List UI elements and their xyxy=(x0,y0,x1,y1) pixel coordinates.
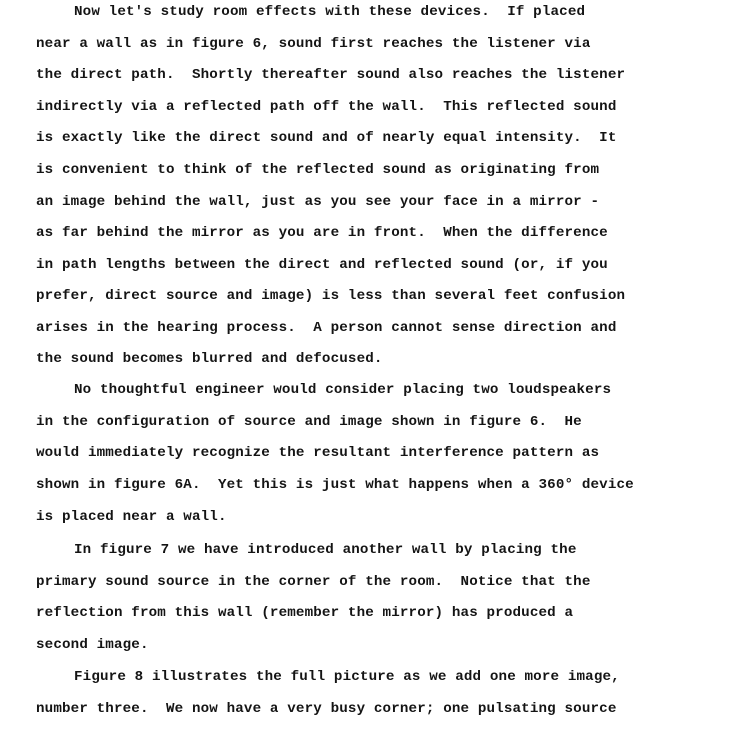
text-line: Now let's study room effects with these devices. If placed xyxy=(74,4,586,20)
text-line: second image. xyxy=(36,637,149,653)
text-line: in path lengths between the direct and reflected sound (or, if you xyxy=(36,257,608,273)
text-line: primary sound source in the corner of the room. Notice that the xyxy=(36,574,591,590)
text-line: an image behind the wall, just as you see your face in a mirror - xyxy=(36,194,600,210)
text-line: in the configuration of source and image shown in figure 6. He xyxy=(36,414,582,430)
text-line: would immediately recognize the resultant interference pattern as xyxy=(36,445,600,461)
text-line: No thoughtful engineer would consider placing two loudspeakers xyxy=(74,382,612,398)
text-line: indirectly via a reflected path off the wall. This reflected sound xyxy=(36,99,617,115)
text-line: number three. We now have a very busy corner; one pulsating source xyxy=(36,701,617,717)
text-line: is exactly like the direct sound and of nearly equal intensity. It xyxy=(36,130,617,146)
text-line: Figure 8 illustrates the full picture as we add one more image, xyxy=(74,669,620,685)
text-line: the sound becomes blurred and defocused. xyxy=(36,351,383,367)
text-line: the direct path. Shortly thereafter sound also reaches the listener xyxy=(36,67,626,83)
text-line: as far behind the mirror as you are in front. When the difference xyxy=(36,225,608,241)
text-line: is placed near a wall. xyxy=(36,509,227,525)
text-line: shown in figure 6A. Yet this is just what happens when a 360° device xyxy=(36,477,634,493)
text-line: near a wall as in figure 6, sound first reaches the listener via xyxy=(36,36,591,52)
text-line: prefer, direct source and image) is less than several feet confusion xyxy=(36,288,626,304)
text-line: In figure 7 we have introduced another wall by placing the xyxy=(74,542,577,558)
text-line: reflection from this wall (remember the mirror) has produced a xyxy=(36,605,574,621)
text-line: is convenient to think of the reflected sound as originating from xyxy=(36,162,600,178)
text-line: arises in the hearing process. A person cannot sense direction and xyxy=(36,320,617,336)
